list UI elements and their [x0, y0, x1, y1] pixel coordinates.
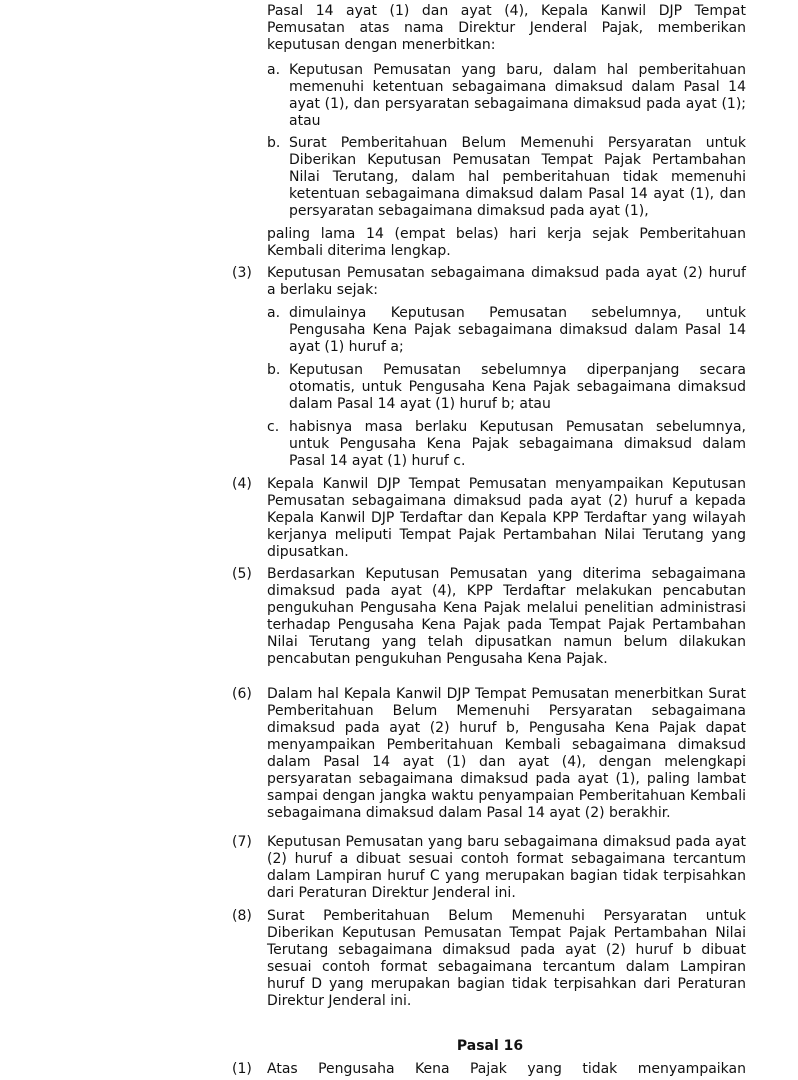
item-letter: a. [267, 62, 281, 78]
paragraph-number: (4) [232, 476, 252, 492]
paragraph-6: Dalam hal Kepala Kanwil DJP Tempat Pemusatan menerbitkan Surat Pemberitahuan Belum Memenuhi Persyaratan sebagaimana dimaksud pada ayat (2) huruf b, Pengusaha Kena Pajak dapat menyampaikan Pemberitahuan Kembali sebagaimana dimaksud dalam Pasal 14 ayat (1) dan ayat (4), dengan melengkapi persyaratan sebagaimana dimaksud pada ayat (1), paling lambat sampai dengan jangka waktu penyampaian Pemberitahuan Kembali sebagaimana dimaksud dalam Pasal 14 ayat (2) berakhir. [267, 686, 746, 821]
paragraph-5: Berdasarkan Keputusan Pemusatan yang diterima sebagaimana dimaksud pada ayat (4), KPP Terdaftar melakukan pencabutan pengukuhan Pengusaha Kena Pajak melalui penelitian administrasi terhadap Pengusaha Kena Pajak pada Tempat Pajak Pertambahan Nilai Terutang yang telah dipusatkan namun belum dilakukan pencabutan pengukuhan Pengusaha Kena Pajak. [267, 566, 746, 667]
list-item: dimulainya Keputusan Pemusatan sebelumnya, untuk Pengusaha Kena Pajak sebagaimana dimaksud dalam Pasal 14 ayat (1) huruf a; [289, 305, 746, 355]
paragraph-number: (6) [232, 686, 252, 702]
section-title: Pasal 16 [456, 1038, 524, 1054]
list-item: Keputusan Pemusatan sebelumnya diperpanjang secara otomatis, untuk Pengusaha Kena Pajak sebagaimana dimaksud dalam Pasal 14 ayat (1) huruf b; atau [289, 362, 746, 412]
list-item: Keputusan Pemusatan yang baru, dalam hal pemberitahuan memenuhi ketentuan sebagaimana dimaksud dalam Pasal 14 ayat (1), dan persyaratan sebagaimana dimaksud pada ayat (1); atau [289, 62, 746, 129]
paragraph-3: Keputusan Pemusatan sebagaimana dimaksud pada ayat (2) huruf a berlaku sejak: [267, 265, 746, 298]
paragraph-8: Surat Pemberitahuan Belum Memenuhi Persyaratan untuk Diberikan Keputusan Pemusatan Tempat Pajak Pertambahan Nilai Terutang sebagaimana dimaksud pada ayat (2) huruf b dibuat sesuai contoh format sebagaimana tercantum dalam Lampiran huruf D yang merupakan bagian tidak terpisahkan dari Peraturan Direktur Jenderal ini. [267, 908, 746, 1009]
item-letter: c. [267, 419, 280, 435]
item-letter: b. [267, 135, 281, 151]
paragraph-number: (1) [232, 1061, 252, 1077]
paragraph-intro: Pasal 14 ayat (1) dan ayat (4), Kepala Kanwil DJP Tempat Pemusatan atas nama Direktur Jenderal Pajak, memberikan keputusan dengan menerbitkan: [267, 3, 746, 53]
item-letter: b. [267, 362, 281, 378]
paragraph-4: Kepala Kanwil DJP Tempat Pemusatan menyampaikan Keputusan Pemusatan sebagaimana dimaksud pada ayat (2) huruf a kepada Kepala Kanwil DJP Terdaftar dan Kepala KPP Terdaftar yang wilayah kerjanya meliputi Tempat Pajak Pertambahan Nilai Terutang yang dipusatkan. [267, 476, 746, 560]
paragraph-number: (8) [232, 908, 252, 924]
list-item: habisnya masa berlaku Keputusan Pemusatan sebelumnya, untuk Pengusaha Kena Pajak sebagaimana dimaksud dalam Pasal 14 ayat (1) huruf c. [289, 419, 746, 469]
paragraph-number: (5) [232, 566, 252, 582]
paragraph-number: (3) [232, 265, 252, 281]
paragraph-number: (7) [232, 834, 252, 850]
list-item: Surat Pemberitahuan Belum Memenuhi Persyaratan untuk Diberikan Keputusan Pemusatan Tempat Pajak Pertambahan Nilai Terutang, dalam hal pemberitahuan tidak memenuhi ketentuan sebagaimana dimaksud dalam Pasal 14 ayat (1), dan persyaratan sebagaimana dimaksud pada ayat (1), [289, 135, 746, 219]
paragraph-closing: paling lama 14 (empat belas) hari kerja sejak Pemberitahuan Kembali diterima lengkap. [267, 226, 746, 259]
pasal16-paragraph-1: Atas Pengusaha Kena Pajak yang tidak menyampaikan [267, 1061, 746, 1077]
paragraph-7: Keputusan Pemusatan yang baru sebagaimana dimaksud pada ayat (2) huruf a dibuat sesuai contoh format sebagaimana tercantum dalam Lampiran huruf C yang merupakan bagian tidak terpisahkan dari Peraturan Direktur Jenderal ini. [267, 834, 746, 901]
item-letter: a. [267, 305, 281, 321]
